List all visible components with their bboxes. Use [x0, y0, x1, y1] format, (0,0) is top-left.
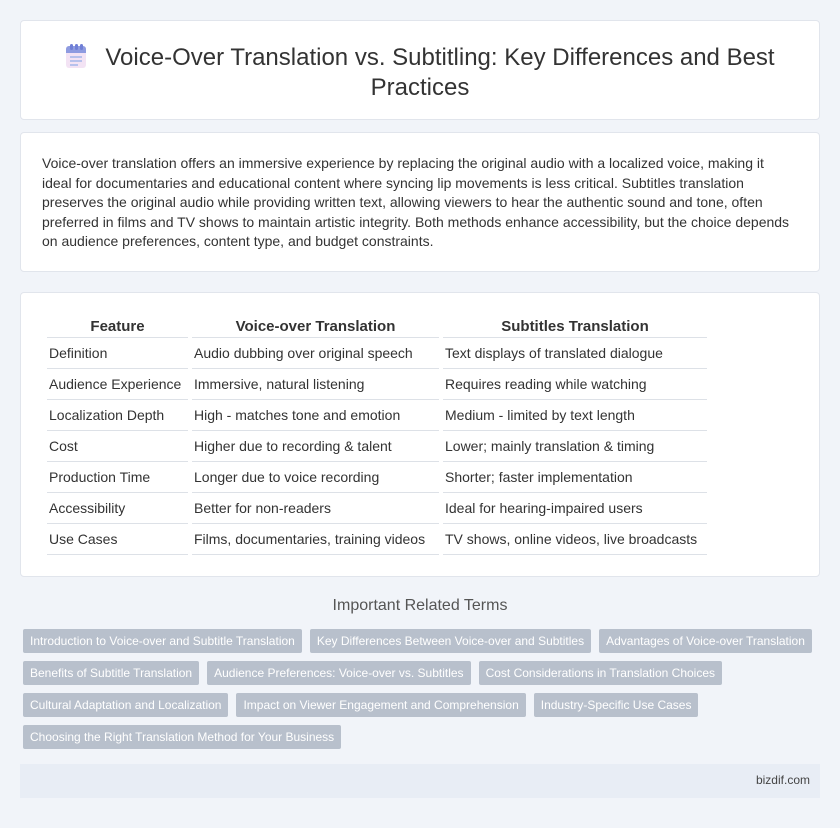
related-term-tag[interactable]: Introduction to Voice-over and Subtitle Translation — [23, 629, 302, 653]
table-cell: Audio dubbing over original speech — [192, 338, 439, 369]
table-row — [47, 400, 707, 431]
summary-text: Voice-over translation offers an immersive experience by replacing the original audio with a localized voice, making it ideal for documentaries and educational content where syncing lip movements is less critical. Subtitles translation preserves the original audio while providing written text, allowing viewers to hear the authentic sound and tone, often preferred in films and TV shows to maintain artistic integrity. Both methods enhance accessibility, but the choice depends on audience preferences, content type, and budget constraints. — [42, 155, 790, 250]
table-cell: High - matches tone and emotion — [192, 400, 439, 431]
related-term-tag[interactable]: Industry-Specific Use Cases — [534, 693, 699, 717]
page-title: Voice-Over Translation vs. Subtitling: Key Differences and Best Practices — [105, 44, 775, 101]
related-terms-list — [23, 629, 823, 757]
table-cell: Production Time — [47, 462, 188, 493]
footer — [20, 764, 820, 798]
page-title-row — [21, 43, 819, 103]
table-row — [47, 493, 707, 524]
table-cell: Localization Depth — [47, 400, 188, 431]
column-header-voice-over: Voice-over Translation — [192, 315, 439, 338]
table-cell: Use Cases — [47, 524, 188, 555]
table-cell: Lower; mainly translation & timing — [443, 431, 707, 462]
table-cell: Ideal for hearing-impaired users — [443, 493, 707, 524]
table-cell: Longer due to voice recording — [192, 462, 439, 493]
table-cell: Cost — [47, 431, 188, 462]
table-cell: Requires reading while watching — [443, 369, 707, 400]
table-cell: Definition — [47, 338, 188, 369]
table-row — [47, 524, 707, 555]
table-header-row — [47, 315, 707, 338]
comparison-table-card — [20, 292, 820, 577]
comparison-table — [43, 315, 711, 555]
related-term-tag[interactable]: Benefits of Subtitle Translation — [23, 661, 199, 685]
table-cell: Shorter; faster implementation — [443, 462, 707, 493]
table-cell: Medium - limited by text length — [443, 400, 707, 431]
document-icon — [65, 44, 87, 68]
table-cell: Audience Experience — [47, 369, 188, 400]
summary-card — [20, 132, 820, 272]
related-term-tag[interactable]: Impact on Viewer Engagement and Comprehension — [236, 693, 525, 717]
table-cell: Films, documentaries, training videos — [192, 524, 439, 555]
table-cell: Accessibility — [47, 493, 188, 524]
table-row — [47, 338, 707, 369]
column-header-feature: Feature — [47, 315, 188, 338]
table-row — [47, 431, 707, 462]
related-term-tag[interactable]: Cultural Adaptation and Localization — [23, 693, 228, 717]
related-term-tag[interactable]: Audience Preferences: Voice-over vs. Subtitles — [207, 661, 470, 685]
table-row — [47, 369, 707, 400]
table-cell: Higher due to recording & talent — [192, 431, 439, 462]
table-cell: Text displays of translated dialogue — [443, 338, 707, 369]
related-term-tag[interactable]: Advantages of Voice-over Translation — [599, 629, 812, 653]
related-term-tag[interactable]: Key Differences Between Voice-over and Subtitles — [310, 629, 591, 653]
column-header-subtitles: Subtitles Translation — [443, 315, 707, 338]
related-term-tag[interactable]: Cost Considerations in Translation Choices — [479, 661, 722, 685]
table-cell: TV shows, online videos, live broadcasts — [443, 524, 707, 555]
footer-site-link[interactable]: bizdif.com — [755, 773, 810, 787]
related-term-tag[interactable]: Choosing the Right Translation Method for Your Business — [23, 725, 341, 749]
table-cell: Better for non-readers — [192, 493, 439, 524]
table-cell: Immersive, natural listening — [192, 369, 439, 400]
table-row — [47, 462, 707, 493]
related-terms-title: Important Related Terms — [332, 597, 508, 614]
header-card — [20, 20, 820, 120]
